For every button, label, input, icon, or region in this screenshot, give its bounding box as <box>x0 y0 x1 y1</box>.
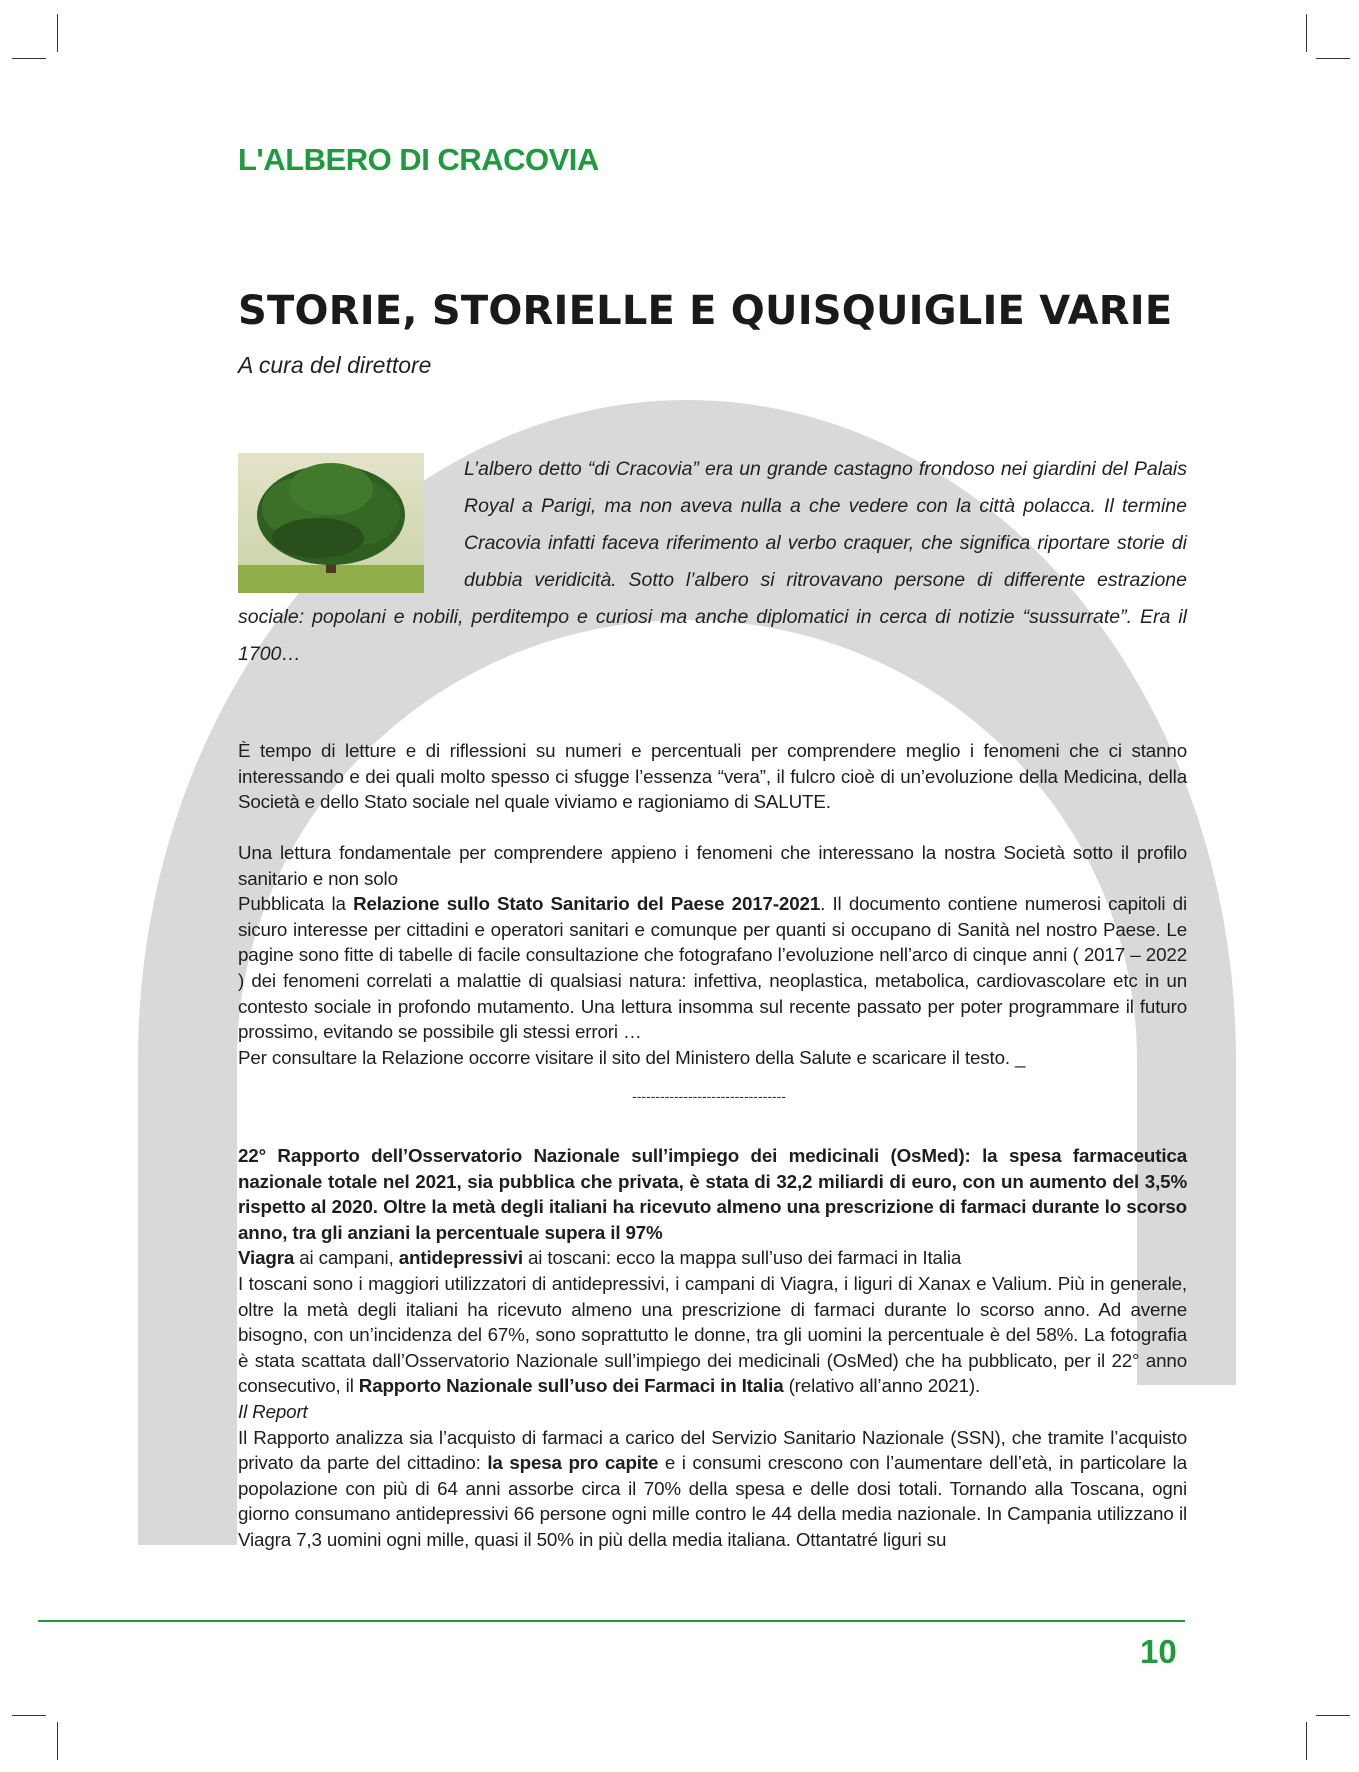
osmed-text-1-end: (relativo all’anno 2021). <box>783 1375 981 1397</box>
intro-block <box>238 451 1187 673</box>
byline: A cura del direttore <box>238 352 432 378</box>
relazione-body <box>238 891 1187 1045</box>
footer-rule <box>38 1620 1185 1622</box>
osmed-text-1-a: I toscani sono i maggiori utilizzatori di antidepressivi, i campani di Viagra, i liguri di Xanax e Valium. Più in generale, oltre la metà degli italiani ha ricevuto almeno una prescrizione di farmaci durante lo scorso anno. Ad averne bisogno, con un’incidenza del 67%, sono soprattutto le donne, tra gli uomini la percentuale è del 58%. La fotografia è stata scattata dall’Osservatorio Nazionale sull’impiego dei medicinali (OsMed) che ha pubblicato, per il 22° anno consecutivo, il <box>238 1272 1187 1397</box>
osmed-text-1 <box>238 1271 1187 1399</box>
subheadline-text-1: ai campani, <box>294 1247 399 1269</box>
relazione-prefix: Pubblicata la <box>238 893 354 915</box>
tree-photo-icon <box>238 453 424 593</box>
paragraph-osmed <box>238 1143 1187 1553</box>
tree-photo <box>238 453 424 593</box>
osmed-subheadline <box>238 1245 1187 1271</box>
spesa-pro-capite: la spesa pro capite <box>487 1452 659 1474</box>
osmed-headline: 22° Rapporto dell’Osservatorio Nazionale sull’impiego dei medicinali (OsMed): la spesa farmaceutica nazionale totale nel 2021, sia pubblica che privata, è stata di 32,2 miliardi di euro, con un aumento del 3,5% rispetto al 2020. Oltre la metà degli italiani ha ricevuto almeno una prescrizione di farmaci durante lo scorso anno, tra gli anziani la percentuale supera il 97% <box>238 1145 1187 1243</box>
paragraph-intro: È tempo di letture e di riflessioni su numeri e percentuali per comprendere meglio i fenomeni che ci stanno interessando e dei quali molto spesso ci sfugge l’essenza “vera”, il fulcro cioè di un’evoluzione della Medicina, della Società e dello Stato sociale nel quale viviamo e ragioniamo di SALUTE. <box>238 740 1187 813</box>
relazione-intro: Una lettura fondamentale per comprendere appieno i fenomeni che interessano la nostra Società sotto il profilo sanitario e non solo <box>238 842 1187 889</box>
subheadline-bold-2: antidepressivi <box>398 1247 523 1269</box>
page-title: STORIE, STORIELLE E QUISQUIGLIE VARIE <box>238 288 1173 334</box>
relazione-text: . Il documento contiene numerosi capitoli di sicuro interesse per cittadini e operatori sanitari e comunque per quanti si occupano di Sanità nel nostro Paese. Le pagine sono fitte di tabelle di facile consultazione che fotografano l’evoluzione nell’arco di cinque anni ( 2017 – 2022 ) dei fenomeni correlati a malattie di qualsiasi natura: infettiva, neoplastica, metabolica, cardiovascolare etc in un contesto sociale in profondo mutamento. Una lettura insomma sul recente passato per poter programmare il futuro prossimo, evitando se possibile gli stessi errori … <box>238 893 1187 1043</box>
subheadline-bold-1: Viagra <box>238 1247 295 1269</box>
relazione-title: Relazione sullo Stato Sanitario del Paese 2017-2021 <box>353 893 821 915</box>
intro-text: L’albero detto “di Cracovia” era un grande castagno frondoso nei giardini del Palais Royal a Parigi, ma non aveva nulla a che vedere con la città polacca. Il termine Cracovia infatti faceva riferimento al verbo craquer, che significa riportare storie di dubbia veridicità. Sotto l’albero si ritrovavano persone di differente estrazione sociale: popolani e nobili, perditempo e curiosi ma anche diplomatici in cerca di notizie “sussurrate”. Era il 1700… <box>238 458 1187 665</box>
section-title: L'ALBERO DI CRACOVIA <box>238 142 599 177</box>
subheadline-text-2: ai toscani: ecco la mappa sull’uso dei farmaci in Italia <box>522 1247 962 1269</box>
report-label: Il Report <box>238 1400 308 1422</box>
osmed-text-2-b: e i consumi crescono con l’aumentare dell’età, in particolare la popolazione con più di 64 anni assorbe circa il 70% della spesa e delle dosi totali. Tornando alla Toscana, ogni giorno consumano antidepressivi 66 persone ogni mille contro le 44 della media nazionale. In Campania utilizzano il Viagra 7,3 uomini ogni mille, quasi il 50% in più della media italiana. Ottantatré liguri su <box>238 1452 1187 1550</box>
osmed-text-2-a: Il Rapporto analizza sia l’acquisto di farmaci a carico del Servizio Sanitario Nazionale (SSN), che tramite l’acquisto privato da parte del cittadino: <box>238 1426 1187 1474</box>
separator: --------------------------------- <box>632 1088 786 1104</box>
paragraph-relazione <box>238 840 1187 1070</box>
page-number: 10 <box>1140 1633 1177 1670</box>
relazione-consult: Per consultare la Relazione occorre visitare il sito del Ministero della Salute e scaricare il testo. _ <box>238 1046 1026 1068</box>
osmed-text-2 <box>238 1425 1187 1553</box>
osmed-report-title: Rapporto Nazionale sull’uso dei Farmaci in Italia <box>358 1375 784 1397</box>
